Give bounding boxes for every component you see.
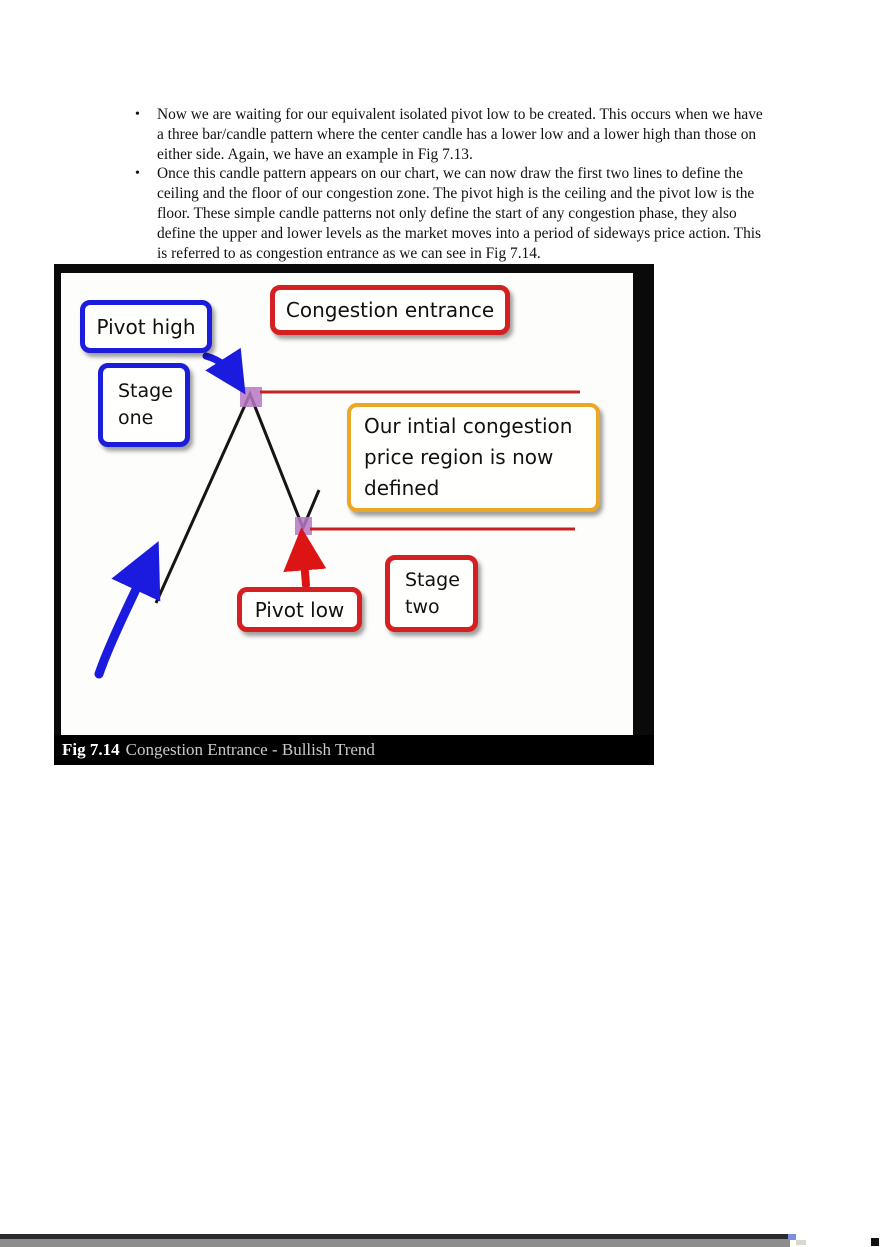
bullish-trend-arrow <box>99 564 148 674</box>
stage-two-label-box <box>385 555 478 632</box>
bullet-list <box>133 105 766 263</box>
congestion-entrance-label: Congestion entrance <box>285 298 495 322</box>
bullet-item: • Now we are waiting for our equivalent isolated pivot low to be created. This occurs when we have a three bar/candle pattern where the center candle has a lower low and a lower high than those on either side. Again, we have an example in Fig 7.13. <box>133 105 766 164</box>
pivot-low-label-box <box>237 587 362 632</box>
pivot-high-label: Pivot high <box>96 314 196 339</box>
pivot-low-marker <box>295 517 312 535</box>
figure-caption <box>54 735 654 765</box>
page-bottom-divider <box>0 1233 796 1247</box>
pivot-low-label: Pivot low <box>254 597 345 622</box>
initial-congestion-label: Our intial congestion price region is now defined <box>364 414 573 500</box>
stage-one-label-box <box>98 363 190 447</box>
divider-gray-line <box>0 1239 790 1247</box>
congestion-entrance-label-box <box>270 285 510 335</box>
initial-congestion-label-box <box>347 403 600 512</box>
stage-two-label: Stage two <box>405 568 460 618</box>
divider-gray-tip <box>796 1240 806 1245</box>
figure-number: Fig 7.14 <box>62 740 120 759</box>
divider-blue-tip <box>788 1234 796 1240</box>
figure-7-14 <box>54 264 654 765</box>
pivot-low-pointer-arrow <box>303 548 306 585</box>
corner-resize-mark <box>871 1238 879 1246</box>
figure-title: Congestion Entrance - Bullish Trend <box>125 740 375 759</box>
stage-one-label: Stage one <box>118 380 173 429</box>
bullet-item: • Once this candle pattern appears on our chart, we can now draw the first two lines to define the ceiling and the floor of our congestion zone. The pivot high is the ceiling and the pivot low is the floor. These simple candle patterns not only define the start of any congestion phase, they also define the upper and lower levels as the market moves into a period of sideways price action. This is referred to as congestion entrance as we can see in Fig 7.14. <box>133 164 766 263</box>
pivot-high-label-box <box>80 300 212 353</box>
pivot-high-pointer-arrow <box>206 356 235 378</box>
pivot-high-marker <box>240 387 262 407</box>
